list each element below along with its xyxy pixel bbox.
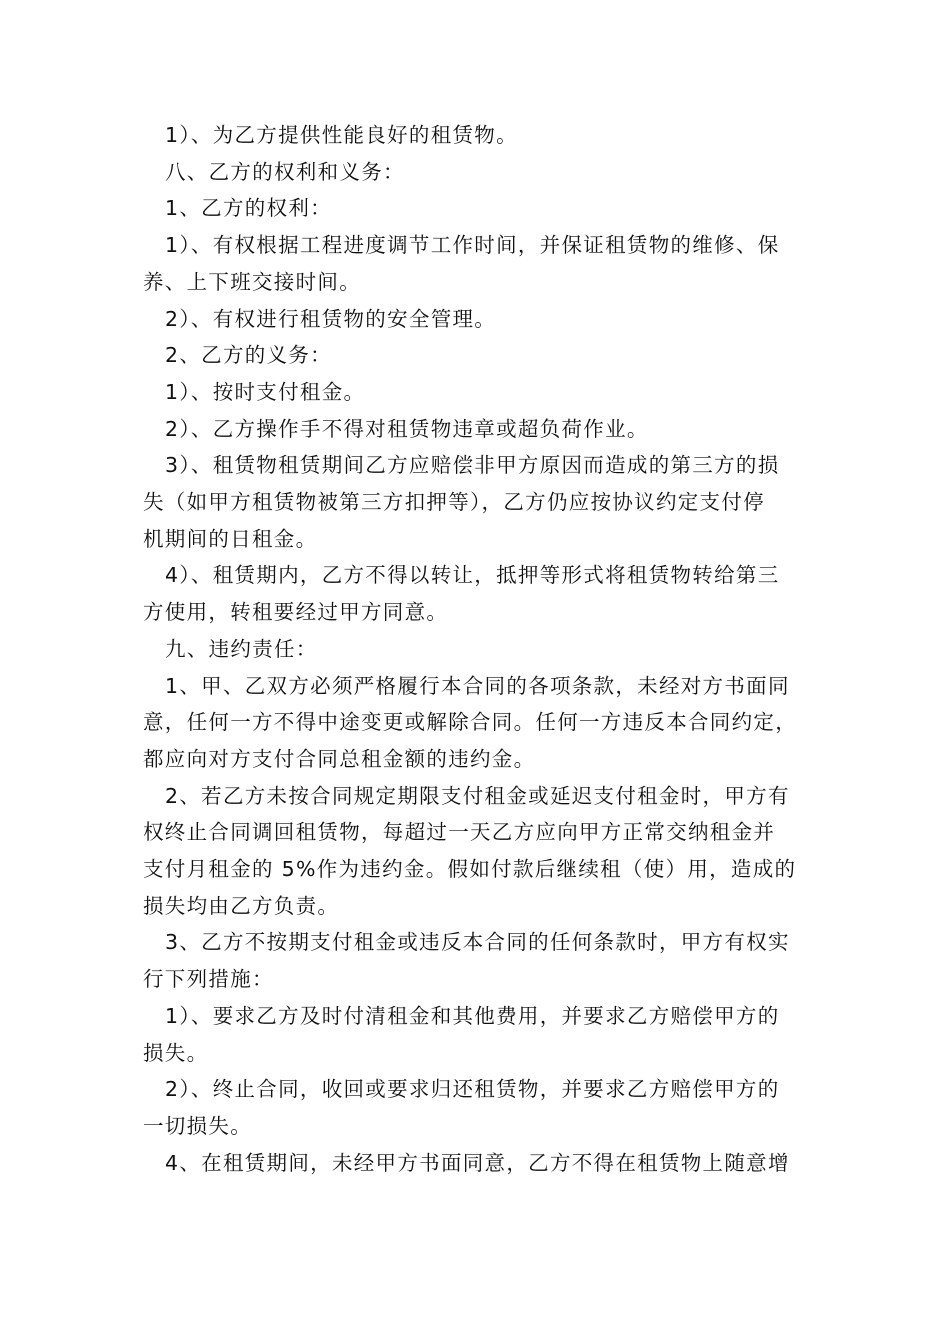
text-line: 权终止合同调回租赁物，每超过一天乙方应向甲方正常交纳租金并: [143, 820, 776, 845]
paragraph: [143, 1071, 823, 1144]
text-line: 4）、租赁期内，乙方不得以转让，抵押等形式将租赁物转给第三: [165, 563, 780, 588]
paragraph: [143, 154, 823, 191]
text-line: 机期间的日租金。: [143, 526, 318, 551]
text-line: 失（如甲方租赁物被第三方扣押等），乙方仍应按协议约定支付停: [143, 490, 765, 515]
paragraph: [143, 227, 823, 300]
text-line: 都应向对方支付合同总租金额的违约金。: [143, 746, 536, 771]
text-line: 支付月租金的 5%作为违约金。假如付款后继续租（使）用，造成的: [143, 857, 797, 882]
paragraph: [143, 998, 823, 1071]
text-line: 损失。: [143, 1040, 209, 1065]
text-line: 3）、租赁物租赁期间乙方应赔偿非甲方原因而造成的第三方的损: [165, 453, 780, 478]
text-line: 1）、按时支付租金。: [165, 379, 366, 404]
text-line: 1、甲、乙双方必须严格履行本合同的各项条款，未经对方书面同: [165, 673, 790, 698]
text-line: 九、违约责任：: [165, 636, 318, 661]
text-line: 八、乙方的权利和义务：: [165, 159, 405, 184]
text-line: 2、乙方的义务：: [165, 343, 332, 368]
paragraph: [143, 301, 823, 338]
paragraph: [143, 631, 823, 668]
text-line: 2）、终止合同，收回或要求归还租赁物，并要求乙方赔偿甲方的: [165, 1077, 780, 1102]
text-line: 3、乙方不按期支付租金或违反本合同的任何条款时，甲方有权实: [165, 930, 790, 955]
text-line: 1）、有权根据工程进度调节工作时间，并保证租赁物的维修、保: [165, 233, 780, 258]
paragraph: [143, 117, 823, 154]
paragraph: [143, 924, 823, 997]
paragraph: [143, 557, 823, 630]
text-line: 养、上下班交接时间。: [143, 269, 361, 294]
text-line: 损失均由乙方负责。: [143, 893, 340, 918]
paragraph: [143, 337, 823, 374]
text-line: 方使用，转租要经过甲方同意。: [143, 600, 449, 625]
text-line: 1、乙方的权利：: [165, 196, 332, 221]
paragraph: [143, 1145, 823, 1182]
text-line: 4、在租赁期间，未经甲方书面同意，乙方不得在租赁物上随意增: [165, 1150, 790, 1175]
paragraph: [143, 411, 823, 448]
paragraph: [143, 668, 823, 778]
text-line: 一切损失。: [143, 1113, 252, 1138]
text-line: 2）、有权进行租赁物的安全管理。: [165, 306, 497, 331]
text-line: 意，任何一方不得中途变更或解除合同。任何一方违反本合同约定，: [143, 710, 797, 735]
text-line: 行下列措施：: [143, 967, 274, 992]
paragraph: [143, 778, 823, 925]
text-line: 2）、乙方操作手不得对租赁物违章或超负荷作业。: [165, 416, 649, 441]
text-line: 1）、为乙方提供性能良好的租赁物。: [165, 123, 518, 147]
text-line: 1）、要求乙方及时付清租金和其他费用，并要求乙方赔偿甲方的: [165, 1003, 780, 1028]
paragraph: [143, 190, 823, 227]
document-body: [143, 117, 823, 1181]
paragraph: [143, 374, 823, 411]
paragraph: [143, 447, 823, 557]
text-line: 2、若乙方未按合同规定期限支付租金或延迟支付租金时，甲方有: [165, 783, 790, 808]
